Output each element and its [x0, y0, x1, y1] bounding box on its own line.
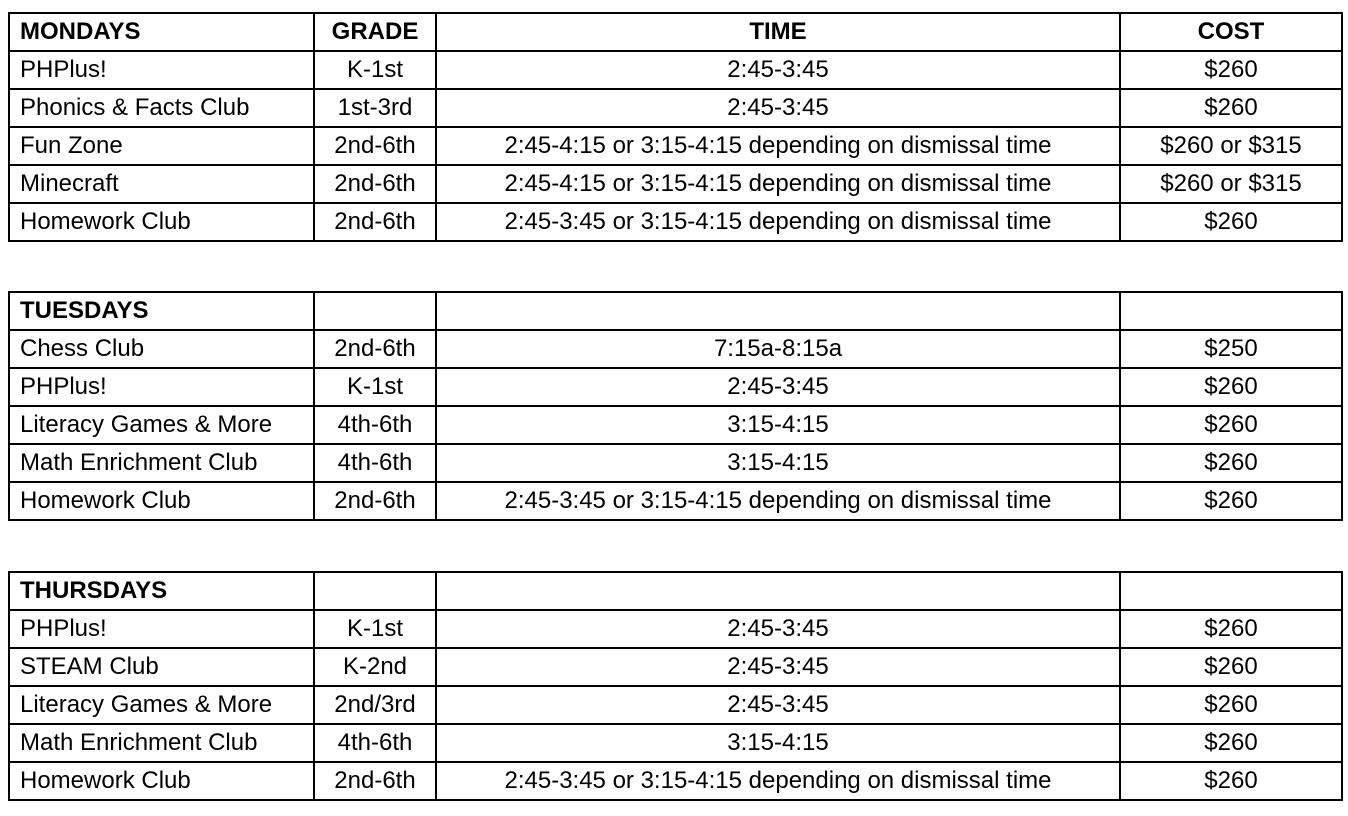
club-cell: Chess Club	[9, 330, 314, 368]
cost-header: COST	[1120, 13, 1342, 51]
table-row	[9, 330, 1342, 368]
day-header: MONDAYS	[9, 13, 314, 51]
cost-cell: $260	[1120, 444, 1342, 482]
time-header: TIME	[436, 13, 1120, 51]
time-cell: 7:15a-8:15a	[436, 330, 1120, 368]
time-cell: 3:15-4:15	[436, 406, 1120, 444]
table-row	[9, 724, 1342, 762]
time-cell: 2:45-3:45	[436, 686, 1120, 724]
cost-cell: $260	[1120, 203, 1342, 241]
club-cell: Minecraft	[9, 165, 314, 203]
grade-cell: 2nd/3rd	[314, 686, 436, 724]
thursdays-table	[8, 571, 1343, 801]
table-row	[9, 165, 1342, 203]
cost-cell: $260	[1120, 482, 1342, 520]
tuesdays-table	[8, 291, 1343, 521]
cost-cell: $260	[1120, 51, 1342, 89]
table-row	[9, 762, 1342, 800]
table-row	[9, 51, 1342, 89]
club-cell: Homework Club	[9, 482, 314, 520]
time-cell: 2:45-4:15 or 3:15-4:15 depending on dismissal time	[436, 127, 1120, 165]
table-row	[9, 127, 1342, 165]
day-header: THURSDAYS	[9, 572, 314, 610]
table-row	[9, 610, 1342, 648]
club-cell: Math Enrichment Club	[9, 444, 314, 482]
day-header: TUESDAYS	[9, 292, 314, 330]
header-row	[9, 572, 1342, 610]
time-cell: 2:45-3:45 or 3:15-4:15 depending on dismissal time	[436, 762, 1120, 800]
time-cell: 2:45-3:45	[436, 89, 1120, 127]
grade-cell: 1st-3rd	[314, 89, 436, 127]
grade-cell: 2nd-6th	[314, 203, 436, 241]
club-cell: PHPlus!	[9, 610, 314, 648]
club-cell: Literacy Games & More	[9, 686, 314, 724]
time-cell: 2:45-3:45 or 3:15-4:15 depending on dismissal time	[436, 482, 1120, 520]
grade-cell: K-1st	[314, 368, 436, 406]
grade-cell: 2nd-6th	[314, 165, 436, 203]
time-header	[436, 292, 1120, 330]
cost-cell: $260	[1120, 648, 1342, 686]
grade-cell: 4th-6th	[314, 406, 436, 444]
cost-cell: $260	[1120, 724, 1342, 762]
table-row	[9, 89, 1342, 127]
time-cell: 2:45-3:45 or 3:15-4:15 depending on dismissal time	[436, 203, 1120, 241]
club-cell: PHPlus!	[9, 51, 314, 89]
header-row	[9, 13, 1342, 51]
table-row	[9, 203, 1342, 241]
time-cell: 2:45-3:45	[436, 610, 1120, 648]
club-cell: PHPlus!	[9, 368, 314, 406]
grade-cell: K-1st	[314, 51, 436, 89]
time-header	[436, 572, 1120, 610]
grade-cell: 2nd-6th	[314, 330, 436, 368]
time-cell: 2:45-3:45	[436, 51, 1120, 89]
table-row	[9, 482, 1342, 520]
cost-cell: $260 or $315	[1120, 165, 1342, 203]
time-cell: 2:45-4:15 or 3:15-4:15 depending on dismissal time	[436, 165, 1120, 203]
table-row	[9, 686, 1342, 724]
club-cell: Phonics & Facts Club	[9, 89, 314, 127]
header-row	[9, 292, 1342, 330]
grade-cell: 2nd-6th	[314, 762, 436, 800]
mondays-table	[8, 12, 1343, 242]
cost-cell: $260	[1120, 610, 1342, 648]
grade-cell: K-2nd	[314, 648, 436, 686]
cost-cell: $260	[1120, 368, 1342, 406]
table-row	[9, 444, 1342, 482]
grade-header	[314, 572, 436, 610]
grade-cell: 2nd-6th	[314, 127, 436, 165]
cost-cell: $250	[1120, 330, 1342, 368]
cost-header	[1120, 292, 1342, 330]
cost-cell: $260	[1120, 89, 1342, 127]
club-cell: STEAM Club	[9, 648, 314, 686]
table-row	[9, 648, 1342, 686]
cost-cell: $260	[1120, 762, 1342, 800]
cost-cell: $260 or $315	[1120, 127, 1342, 165]
grade-cell: 2nd-6th	[314, 482, 436, 520]
table-row	[9, 368, 1342, 406]
time-cell: 3:15-4:15	[436, 444, 1120, 482]
club-cell: Math Enrichment Club	[9, 724, 314, 762]
time-cell: 3:15-4:15	[436, 724, 1120, 762]
grade-header: GRADE	[314, 13, 436, 51]
table-row	[9, 406, 1342, 444]
club-cell: Homework Club	[9, 762, 314, 800]
time-cell: 2:45-3:45	[436, 368, 1120, 406]
grade-cell: K-1st	[314, 610, 436, 648]
club-cell: Literacy Games & More	[9, 406, 314, 444]
cost-header	[1120, 572, 1342, 610]
club-cell: Homework Club	[9, 203, 314, 241]
time-cell: 2:45-3:45	[436, 648, 1120, 686]
cost-cell: $260	[1120, 686, 1342, 724]
grade-cell: 4th-6th	[314, 444, 436, 482]
grade-header	[314, 292, 436, 330]
club-cell: Fun Zone	[9, 127, 314, 165]
cost-cell: $260	[1120, 406, 1342, 444]
grade-cell: 4th-6th	[314, 724, 436, 762]
